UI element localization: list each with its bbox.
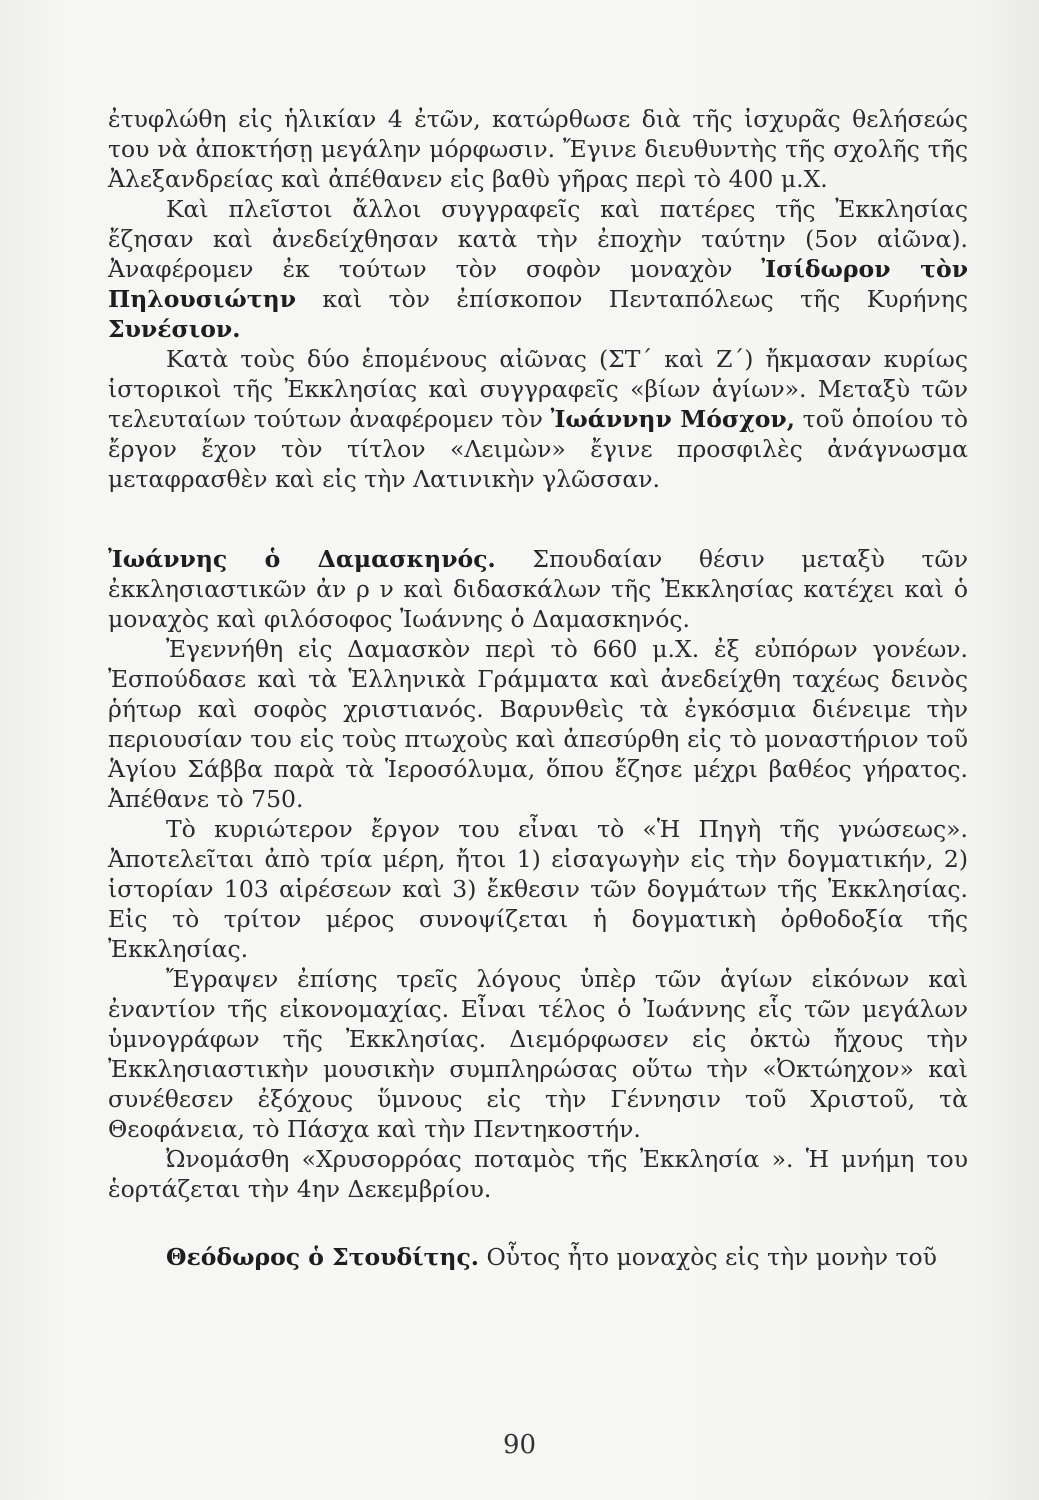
section-gap	[108, 1204, 968, 1242]
section-gap	[108, 494, 968, 544]
section-heading-theodore-studite: Θεόδωρος ὁ Στουδίτης.	[166, 1243, 479, 1271]
name-john-moschus: Ἰωάννην Μόσχον,	[550, 405, 795, 433]
paragraph-continuation: ἐτυφλώθη εἰς ἡλικίαν 4 ἐτῶν, κατώρθωσε διὰ τῆς ἰσχυρᾶς θελήσεώς του νὰ ἀποκτήσῃ μεγάλην μόρφωσιν. Ἔγινε διευθυντὴς τῆς σχολῆς τῆς Ἀλεξανδρείας καὶ ἀπέθανεν εἰς βαθὺ γῆρας περὶ τὸ 400 μ.Χ.	[108, 105, 968, 193]
paragraph-historians	[108, 344, 968, 494]
paragraph-text: Οὗτος ἦτο μοναχὸς εἰς τὴν μονὴν τοῦ	[478, 1243, 937, 1271]
section-john-damascene-intro	[108, 544, 968, 634]
paragraph-text: Καὶ πλεῖστοι ἄλλοι συγγραφεῖς καὶ πατέρες τῆς Ἐκκλησίας ἔζησαν καὶ ἀνεδείχθησαν κατὰ τὴν ἐποχὴν ταύτην (5ον αἰῶνα). Ἀναφέρομεν ἐκ τούτων τὸν σοφὸν μοναχὸν	[108, 195, 968, 283]
paragraph-text: Σπουδαίαν θέσιν μεταξὺ τῶν ἐκκλησιαστικῶν ἀν ρ ν καὶ διδασκάλων τῆς Ἐκκλησίας κατέχει καὶ ὁ μοναχὸς καὶ φιλόσοφος Ἰωάννης ὁ Δαμασκηνός.	[108, 545, 968, 633]
name-synesius: Συνέσιον.	[108, 315, 241, 343]
paragraph-writings: Ἔγραψεν ἐπίσης τρεῖς λόγους ὑπὲρ τῶν ἁγίων εἰκόνων καὶ ἐναντίον τῆς εἰκονομαχίας. Εἶναι τέλος ὁ Ἰωάννης εἷς τῶν μεγάλων ὑμνογράφων τῆς Ἐκκλησίας. Διεμόρφωσεν εἰς ὀκτὼ ἤχους τὴν Ἐκκλησιαστικὴν μουσικὴν συμπληρώσας οὕτω τὴν «Ὀκτώηχον» καὶ συνέθεσεν ἐξόχους ὕμνους εἰς τὴν Γέννησιν τοῦ Χριστοῦ, τὰ Θεοφάνεια, τὸ Πάσχα καὶ τὴν Πεντηκοστήν.	[108, 965, 968, 1143]
paragraph-birth: Ἐγεννήθη εἰς Δαμασκὸν περὶ τὸ 660 μ.Χ. ἐξ εὐπόρων γονέων. Ἐσπούδασε καὶ τὰ Ἑλληνικὰ Γράμματα καὶ ἀνεδείχθη ταχέως δεινὸς ῥήτωρ καὶ σοφὸς χριστιανός. Βαρυνθεὶς τὰ ἐγκόσμια διένειμε τὴν περιουσίαν του εἰς τοὺς πτωχοὺς καὶ ἀπεσύρθη εἰς τὸ μοναστήριον τοῦ Ἁγίου Σάββα παρὰ τὰ Ἱεροσόλυμα, ὅπου ἔζησε μέχρι βαθέος γήρατος. Ἀπέθανε τὸ 750.	[108, 635, 968, 813]
paragraph-text: τοῦ ὁποίου τὸ ἔργον ἔχον τὸν τίτλον «Λειμὼν» ἔγινε προσφιλὲς ἀνάγνωσμα μεταφρασθὲν καὶ εἰς τὴν Λατινικὴν γλῶσσαν.	[108, 405, 968, 493]
section-theodore-studite	[108, 1242, 968, 1272]
paragraph-memory: Ὠνομάσθη «Χρυσορρόας ποταμὸς τῆς Ἐκκλησία ». Ἡ μνήμη του ἑορτάζεται τὴν 4ην Δεκεμβρίου.	[108, 1145, 968, 1203]
paragraph-main-work: Τὸ κυριώτερον ἔργον του εἶναι τὸ «Ἡ Πηγὴ τῆς γνώσεως». Ἀποτελεῖται ἀπὸ τρία μέρη, ἤτοι 1) εἰσαγωγὴν εἰς τὴν δογματικήν, 2) ἱστορίαν 103 αἱρέσεων καὶ 3) ἔκθεσιν τῶν δογμάτων τῆς Ἐκκλησίας. Εἰς τὸ τρίτον μέρος συνοψίζεται ἡ δογματικὴ ὀρθοδοξία τῆς Ἐκκλησίας.	[108, 815, 968, 963]
paragraph-text: καὶ τὸν ἐπίσκοπον Πενταπόλεως τῆς Κυρήνης	[296, 285, 968, 313]
page-number: 90	[502, 1430, 537, 1460]
page-body-text	[108, 104, 968, 1272]
section-heading-john-damascene: Ἰωάννης ὁ Δαμασκηνός.	[108, 545, 496, 573]
paragraph-text: Κατὰ τοὺς δύο ἑπομένους αἰῶνας (ΣΤ΄ καὶ Ζ΄) ἤκμασαν κυρίως ἱστορικοὶ τῆς Ἐκκλησίας καὶ συγγραφεῖς «βίων ἁγίων». Μεταξὺ τῶν τελευταίων τούτων ἀναφέρομεν τὸν	[108, 345, 968, 433]
paragraph-other-writers	[108, 194, 968, 344]
name-isidore: Ἰσίδωρον τὸν Πηλουσιώτην	[108, 255, 969, 313]
